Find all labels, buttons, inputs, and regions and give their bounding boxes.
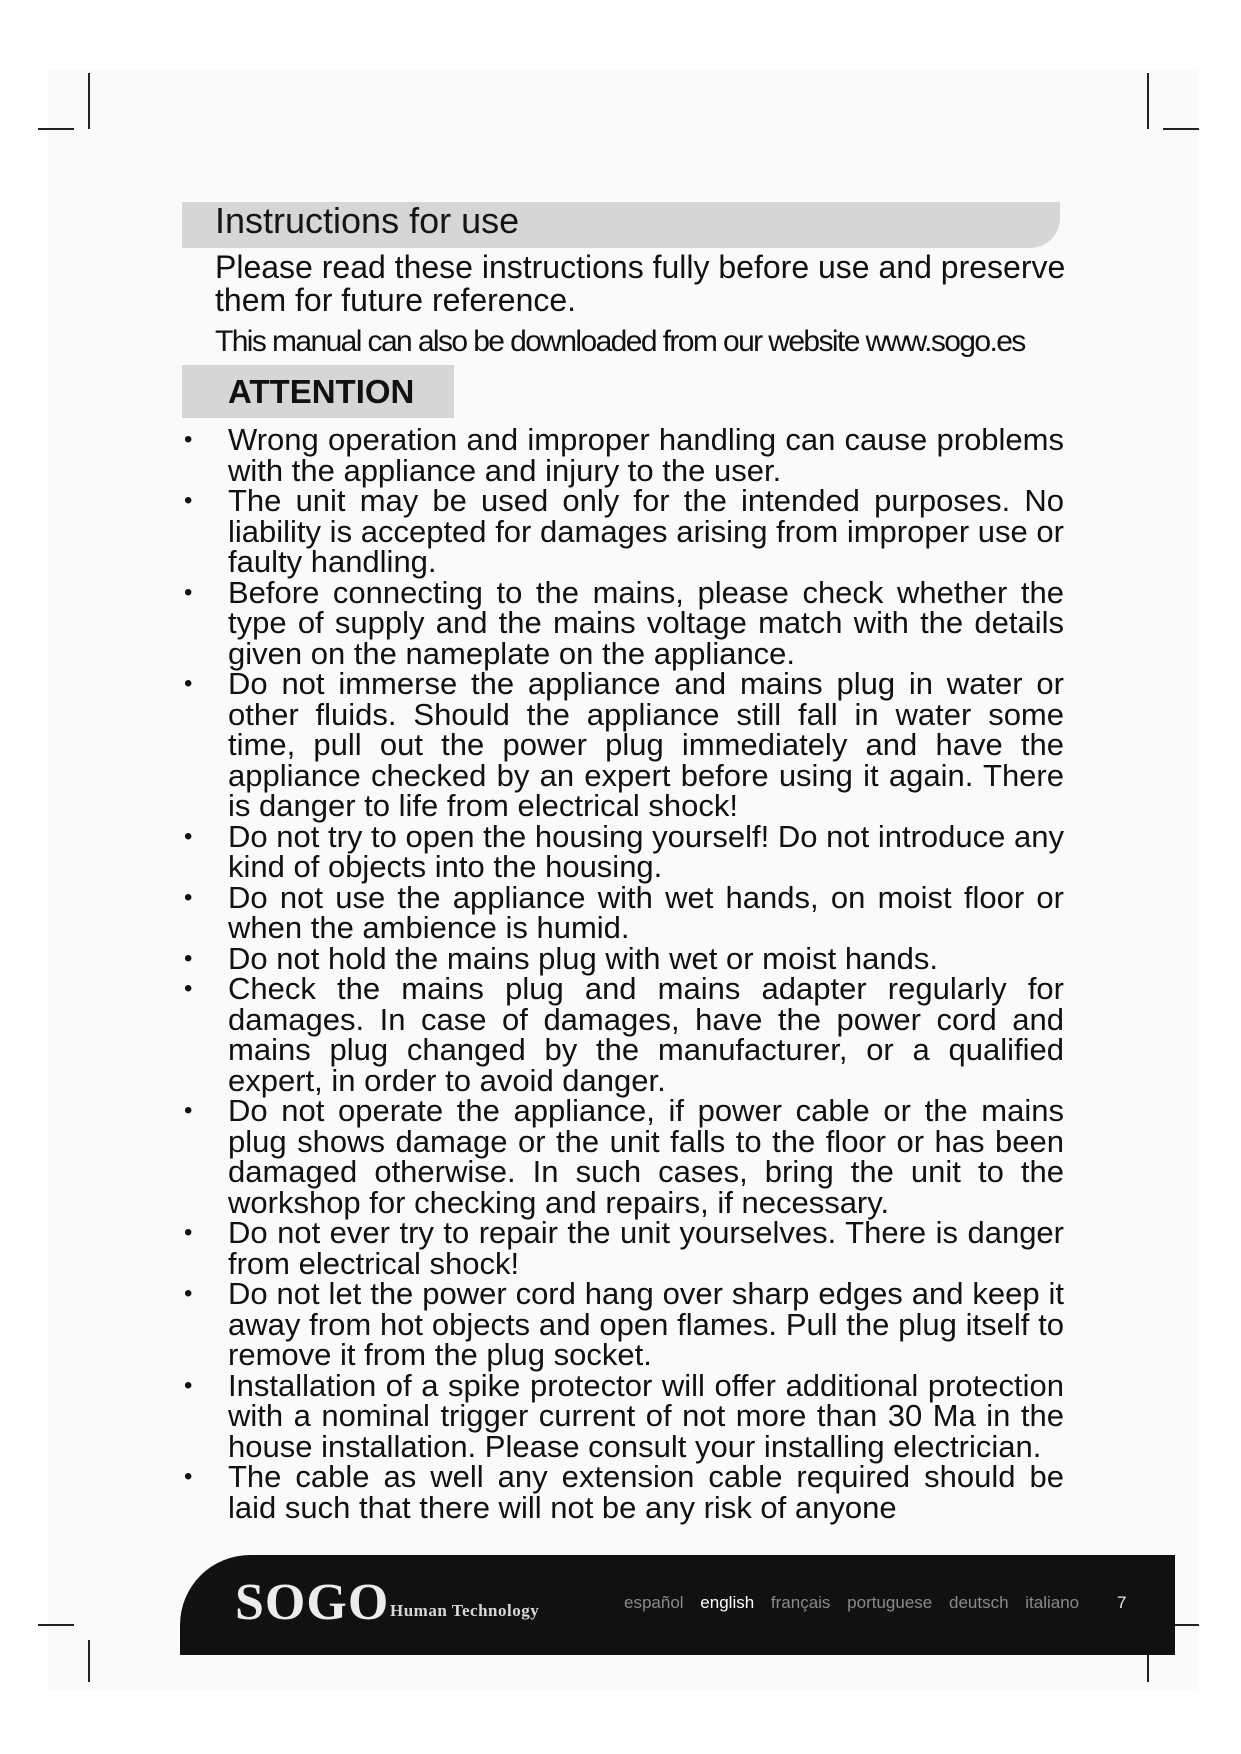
crop-mark-top-right-v: [1147, 73, 1149, 129]
bullet-icon: •: [184, 822, 193, 850]
list-item-text: Installation of a spike protector will offer additional protection with a nominal trigger current of not more than 30 Ma in the house installation. Please consult your installing electrician.: [228, 1367, 1064, 1464]
crop-mark-bottom-left-h: [38, 1624, 74, 1626]
list-item-text: Before connecting to the mains, please check whether the type of supply and the mains voltage match with the details given on the nameplate on the appliance.: [228, 574, 1064, 671]
list-item: [184, 971, 1064, 1098]
page-title: Instructions for use: [215, 200, 520, 241]
list-item: [184, 818, 1064, 884]
bullet-icon: •: [184, 487, 193, 514]
language-nav: [624, 1593, 1091, 1613]
list-item: [184, 1459, 1064, 1525]
bullet-icon: •: [184, 1097, 193, 1124]
list-item-text: Check the mains plug and mains adapter regularly for damages. In case of damages, have the power cord and mains plug changed by the manufacturer, or a qualified expert, in order to avoid danger.: [228, 971, 1064, 1098]
attention-title: ATTENTION: [228, 373, 415, 410]
list-item: [184, 422, 1064, 488]
crop-mark-top-right-h: [1163, 128, 1199, 130]
footer-bar: [180, 1555, 1175, 1655]
list-item-text: Do not immerse the appliance and mains plug in water or other fluids. Should the appliance still fall in water some time, pull out the power plug immediately and have the appliance checked by an expert before using it again. There is danger to life from electrical shock!: [228, 666, 1064, 823]
bullet-icon: •: [184, 883, 193, 911]
list-item-text: Do not hold the mains plug with wet or moist hands.: [228, 940, 938, 976]
list-item-text: Do not use the appliance with wet hands, on moist floor or when the ambience is humid.: [228, 879, 1064, 945]
page-number: 7: [1117, 1593, 1127, 1612]
list-item: [184, 879, 1064, 945]
bullet-icon: •: [184, 670, 193, 697]
lang-english[interactable]: english: [700, 1593, 755, 1612]
list-item: [184, 1276, 1064, 1372]
crop-mark-top-left-v: [88, 73, 90, 129]
list-item-text: Do not ever try to repair the unit yourselves. There is danger from electrical shock!: [228, 1215, 1064, 1281]
lang-espanol[interactable]: español: [624, 1593, 684, 1612]
bullet-icon: •: [184, 1280, 193, 1307]
lang-francais[interactable]: français: [770, 1593, 831, 1612]
list-item: [184, 574, 1064, 671]
bullet-icon: •: [184, 1219, 193, 1246]
attention-list: [184, 422, 1064, 1525]
intro-text: Please read these instructions fully before use and preserve them for future reference.: [215, 249, 1066, 318]
brand-logo: SOGO: [235, 1574, 390, 1631]
list-item-text: The unit may be used only for the intended purposes. No liability is accepted for damages arising from improper use or faulty handling.: [228, 483, 1064, 579]
bullet-icon: •: [184, 1371, 193, 1399]
crop-mark-top-left-h: [38, 128, 74, 130]
brand-tagline: Human Technology: [390, 1601, 540, 1620]
list-item-text: Do not try to open the housing yourself! Do not introduce any kind of objects into the housing.: [228, 818, 1064, 884]
list-item: [184, 1215, 1064, 1281]
bullet-icon: •: [184, 426, 193, 453]
list-item: [184, 940, 1064, 976]
list-item-text: The cable as well any extension cable required should be laid such that there will not be any risk of anyone: [228, 1459, 1064, 1525]
list-item: [184, 666, 1064, 823]
bullet-icon: •: [184, 578, 193, 606]
list-item: [184, 483, 1064, 579]
lang-italiano[interactable]: italiano: [1025, 1593, 1080, 1612]
lang-portuguese[interactable]: portuguese: [847, 1593, 933, 1612]
list-item-text: Wrong operation and improper handling can cause problems with the appliance and injury to the user.: [228, 422, 1064, 488]
website-note: This manual can also be downloaded from our website www.sogo.es: [215, 325, 1025, 358]
bullet-icon: •: [184, 975, 193, 1002]
list-item: [184, 1367, 1064, 1464]
list-item-text: Do not let the power cord hang over sharp edges and keep it away from hot objects and open flames. Pull the plug itself to remove it from the plug socket.: [228, 1276, 1064, 1372]
list-item-text: Do not operate the appliance, if power cable or the mains plug shows damage or the unit falls to the floor or has been damaged otherwise. In such cases, bring the unit to the workshop for checking and repairs, if necessary.: [228, 1093, 1064, 1220]
list-item: [184, 1093, 1064, 1220]
bullet-icon: •: [184, 944, 193, 972]
lang-deutsch[interactable]: deutsch: [948, 1593, 1009, 1612]
crop-mark-bottom-left-v: [88, 1640, 90, 1682]
bullet-icon: •: [184, 1463, 193, 1490]
